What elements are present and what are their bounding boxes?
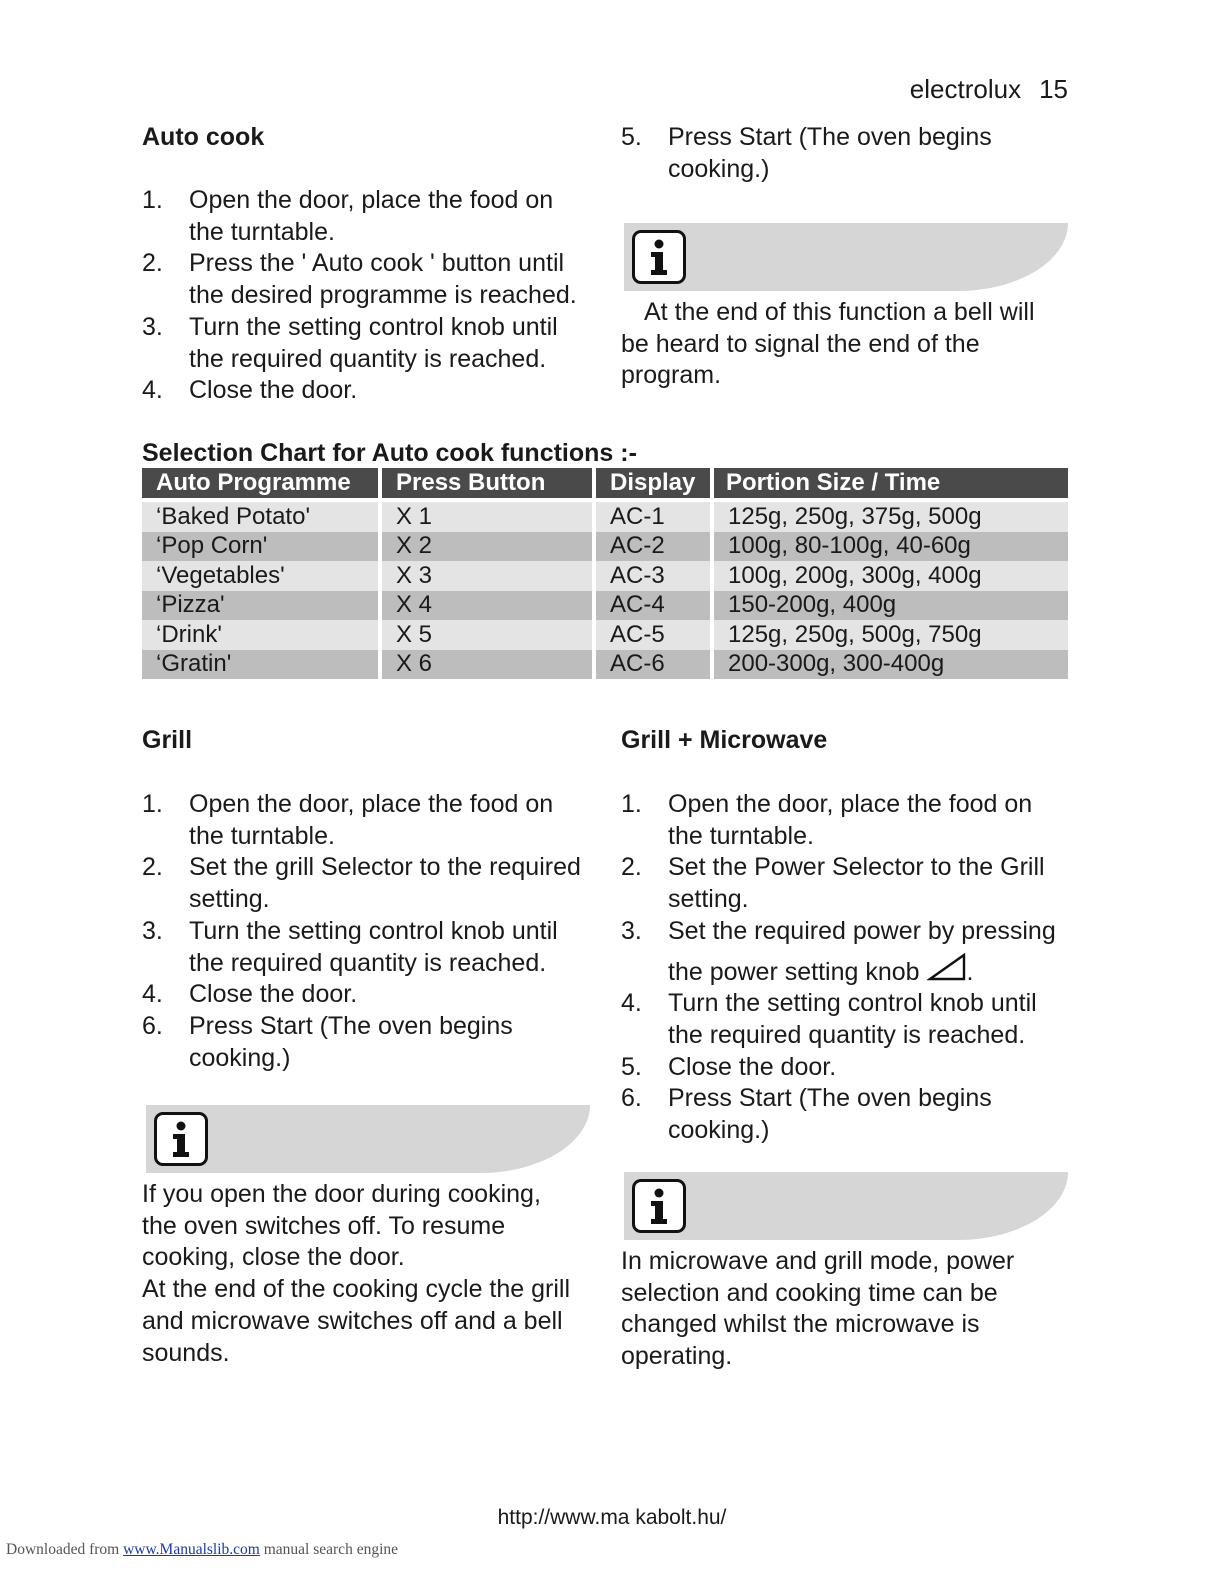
list-item: 1. Open the door, place the food on the turntable. <box>621 790 1033 850</box>
column-header: Display <box>594 468 712 498</box>
download-note: Downloaded from www.Manualslib.com manual search engine <box>6 1541 399 1558</box>
list-item: 1. Open the door, place the food on the turntable. <box>142 186 554 246</box>
page-header <box>910 74 1068 105</box>
list-item: 2. Press the ' Auto cook ' button until the desired programme is reached. <box>142 249 577 310</box>
info-box <box>146 1105 590 1173</box>
table-row: ‘Vegetables' X 3 AC-3 100g, 200g, 300g, 400g <box>142 561 1068 591</box>
manualslib-link[interactable]: www.Manualslib.com <box>123 1541 260 1558</box>
selection-chart-title: Selection Chart for Auto cook functions :- <box>142 439 637 467</box>
list-item: 2. Set the grill Selector to the required setting. <box>142 853 581 914</box>
list-item: 4. Close the door. <box>142 376 358 405</box>
list-item: 1. Open the door, place the food on the turntable. <box>142 790 554 850</box>
selection-chart-table <box>142 468 1068 679</box>
table-row: ‘Baked Potato' X 1 AC-1 125g, 250g, 375g, 500g <box>142 502 1068 532</box>
auto-cook-steps <box>142 185 602 407</box>
grill-microwave-title: Grill + Microwave <box>621 726 828 754</box>
footer-url: http://www.ma kabolt.hu/ <box>497 1506 727 1529</box>
grill-steps <box>142 789 612 1074</box>
list-item: 4. Close the door. <box>142 980 358 1009</box>
column-header: Auto Programme <box>142 468 380 498</box>
list-item: 3. Turn the setting control knob until the required quantity is reached. <box>142 312 558 373</box>
table-row: ‘Drink' X 5 AC-5 125g, 250g, 500g, 750g <box>142 620 1068 650</box>
column-header: Press Button <box>380 468 594 498</box>
info-icon <box>154 1112 208 1166</box>
list-item: 4. Turn the setting control knob until the required quantity is reached. <box>621 989 1037 1049</box>
table-header-row <box>142 468 1068 498</box>
list-item: 5. Close the door. <box>621 1052 837 1081</box>
list-item: 3. Turn the setting control knob until the required quantity is reached. <box>142 916 558 977</box>
list-item: 6. Press Start (The oven begins cooking.) <box>621 1084 992 1145</box>
list-item: 6. Press Start (The oven begins cooking.) <box>142 1011 513 1072</box>
power-knob-icon <box>927 952 967 982</box>
info-box <box>624 1172 1068 1240</box>
grill-microwave-steps <box>621 789 1081 1147</box>
auto-cook-step-5 <box>621 122 1071 185</box>
auto-cook-info-text: At the end of this function a bell will be heard to signal the end of the program. <box>621 298 1035 390</box>
column-header: Portion Size / Time <box>712 468 1068 498</box>
info-icon <box>632 230 686 284</box>
info-box <box>624 223 1068 291</box>
table-row: ‘Pizza' X 4 AC-4 150-200g, 400g <box>142 591 1068 621</box>
list-item: 3. Set the required power by pressing the power setting knob . <box>621 916 1056 986</box>
info-icon <box>632 1179 686 1233</box>
page-number: 15 <box>1039 74 1068 104</box>
grill-title: Grill <box>142 726 193 754</box>
brand-name: electrolux <box>909 74 1022 104</box>
grill-microwave-info-text: In microwave and grill mode, power selection and cooking time can be changed whilst the microwave is operating. <box>621 1247 1015 1371</box>
list-item: 2. Set the Power Selector to the Grill setting. <box>621 853 1045 914</box>
grill-info-text: If you open the door during cooking, the oven switches off. To resume cooking, close the door. At the end of the cooking cycle the grill and microwave switches off and a bell sounds. <box>142 1180 571 1367</box>
list-item: 5. Press Start (The oven begins cooking.) <box>621 123 992 183</box>
auto-cook-title: Auto cook <box>142 123 265 151</box>
table-row: ‘Pop Corn' X 2 AC-2 100g, 80-100g, 40-60g <box>142 532 1068 562</box>
table-row: ‘Gratin' X 6 AC-6 200-300g, 300-400g <box>142 650 1068 680</box>
